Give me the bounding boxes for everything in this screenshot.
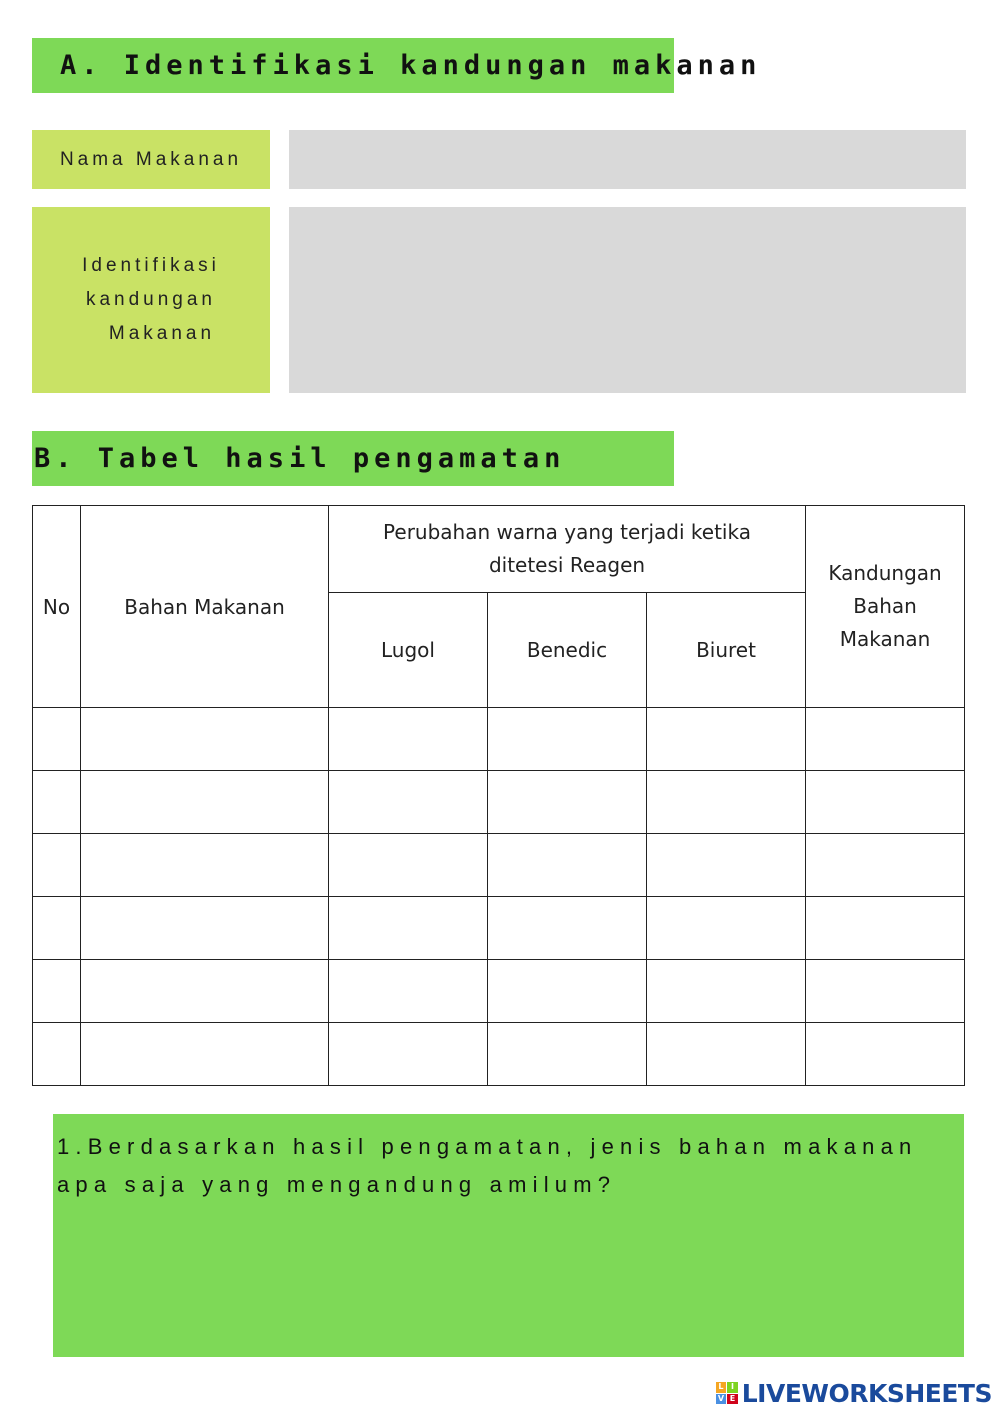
table-cell[interactable] xyxy=(81,834,329,897)
table-cell[interactable] xyxy=(488,960,647,1023)
table-cell[interactable] xyxy=(488,708,647,771)
table-row xyxy=(33,1023,965,1086)
table-cell[interactable] xyxy=(81,960,329,1023)
table-cell[interactable] xyxy=(806,1023,965,1086)
section-b-title: B. Tabel hasil pengamatan xyxy=(32,431,674,486)
table-cell[interactable] xyxy=(33,708,81,771)
table-cell[interactable] xyxy=(329,1023,488,1086)
identifikasi-input[interactable] xyxy=(289,207,966,393)
table-cell[interactable] xyxy=(329,708,488,771)
identifikasi-label xyxy=(32,207,270,393)
table-row xyxy=(33,834,965,897)
table-cell[interactable] xyxy=(33,960,81,1023)
question-text: 1.Berdasarkan hasil pengamatan, jenis bahan makanan apa saja yang mengandung amilum? xyxy=(57,1134,918,1197)
column-header-lugol: Lugol xyxy=(329,593,488,708)
table-row xyxy=(33,960,965,1023)
table-cell[interactable] xyxy=(647,897,806,960)
table-cell[interactable] xyxy=(647,960,806,1023)
reagen-header-line: Perubahan warna yang terjadi ketika xyxy=(383,520,751,544)
column-header-bahan: Bahan Makanan xyxy=(81,506,329,708)
table-row xyxy=(33,708,965,771)
liveworksheets-wordmark: LIVEWORKSHEETS xyxy=(741,1378,992,1408)
kandungan-header-line: Bahan xyxy=(853,594,917,618)
section-a-title: A. Identifikasi kandungan makanan xyxy=(32,38,674,93)
observation-table xyxy=(32,505,965,1086)
table-cell[interactable] xyxy=(806,834,965,897)
table-cell[interactable] xyxy=(647,771,806,834)
table-cell[interactable] xyxy=(81,1023,329,1086)
table-cell[interactable] xyxy=(647,834,806,897)
table-row xyxy=(33,897,965,960)
column-header-kandungan xyxy=(806,506,965,708)
logo-letter: V xyxy=(716,1394,727,1405)
column-header-benedic: Benedic xyxy=(488,593,647,708)
liveworksheets-brand xyxy=(716,1376,992,1410)
column-header-biuret: Biuret xyxy=(647,593,806,708)
table-cell[interactable] xyxy=(81,708,329,771)
table-cell[interactable] xyxy=(329,897,488,960)
kandungan-header-line: Kandungan xyxy=(828,561,942,585)
column-header-no: No xyxy=(33,506,81,708)
table-cell[interactable] xyxy=(806,897,965,960)
reagen-header-line: ditetesi Reagen xyxy=(488,553,646,577)
table-cell[interactable] xyxy=(329,960,488,1023)
table-cell[interactable] xyxy=(647,708,806,771)
table-cell[interactable] xyxy=(329,834,488,897)
table-cell[interactable] xyxy=(488,897,647,960)
table-cell[interactable] xyxy=(33,834,81,897)
logo-letter: I xyxy=(727,1382,738,1393)
table-cell[interactable] xyxy=(806,708,965,771)
table-cell[interactable] xyxy=(33,1023,81,1086)
table-cell[interactable] xyxy=(81,897,329,960)
identifikasi-label-line: kandungan xyxy=(85,289,217,310)
table-cell[interactable] xyxy=(488,1023,647,1086)
liveworksheets-logo-icon xyxy=(716,1382,738,1404)
table-cell[interactable] xyxy=(488,834,647,897)
nama-makanan-label: Nama Makanan xyxy=(32,130,270,189)
question-answer-box[interactable] xyxy=(53,1114,964,1357)
table-cell[interactable] xyxy=(806,771,965,834)
nama-makanan-input[interactable] xyxy=(289,130,966,189)
table-cell[interactable] xyxy=(647,1023,806,1086)
table-cell[interactable] xyxy=(488,771,647,834)
table-row xyxy=(33,771,965,834)
table-cell[interactable] xyxy=(806,960,965,1023)
table-cell[interactable] xyxy=(33,771,81,834)
identifikasi-label-line: Makanan xyxy=(108,323,216,344)
column-header-reagen xyxy=(329,506,806,593)
logo-letter: L xyxy=(716,1382,727,1393)
table-cell[interactable] xyxy=(81,771,329,834)
table-cell[interactable] xyxy=(33,897,81,960)
logo-letter: E xyxy=(727,1394,738,1405)
kandungan-header-line: Makanan xyxy=(839,627,931,651)
identifikasi-label-line: Identifikasi xyxy=(82,255,220,276)
table-cell[interactable] xyxy=(329,771,488,834)
